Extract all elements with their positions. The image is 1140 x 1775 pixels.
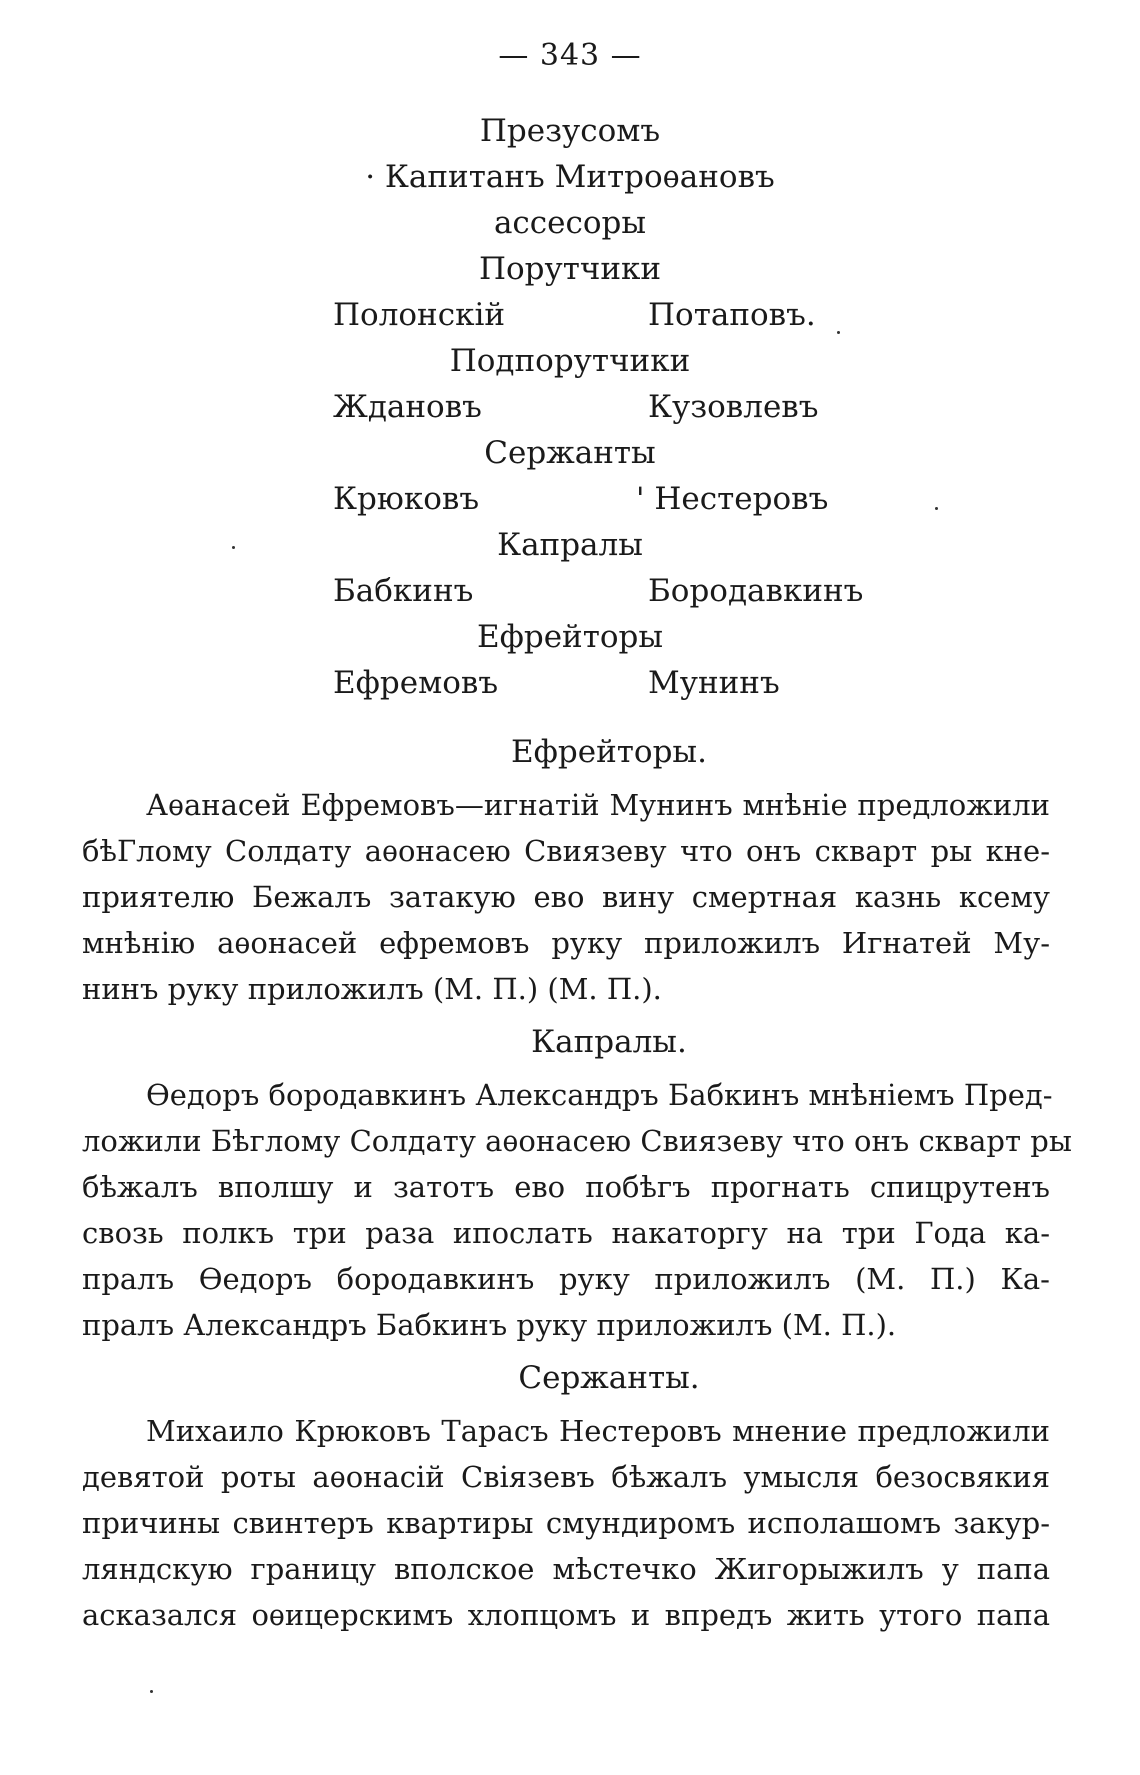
paragraph-line: асказался оѳицерскимъ хлопцомъ и впредъ жить утого папа <box>82 1598 1050 1632</box>
paragraph-line: пралъ Александръ Бабкинъ руку приложилъ (М. П.). <box>82 1308 897 1342</box>
paragraph-line: Ѳедоръ бородавкинъ Александръ Бабкинъ мнѣніемъ Пред- <box>146 1078 1053 1112</box>
roster-name-captain: · Капитанъ Митроѳановъ <box>365 159 775 195</box>
roster-name-right: ' Нестеровъ <box>636 481 829 517</box>
opinion-paragraph <box>82 1072 1072 1348</box>
roster-name-left: Крюковъ <box>333 481 480 517</box>
roster-name-left: Ефремовъ <box>333 665 499 701</box>
roster-heading-assessors: ассесоры <box>493 205 647 241</box>
paragraph-line: причины свинтеръ квартиры смундиромъ исполашомъ закур- <box>82 1506 1050 1540</box>
roster-name-left: Бабкинъ <box>333 573 474 609</box>
opinions-body <box>82 728 1072 1644</box>
page-number: — 343 — <box>498 38 642 73</box>
paragraph-line: бѣжалъ вполшу и затотъ ево побѣгъ прогнать спицрутенъ <box>82 1170 1050 1204</box>
roster-name-right: Потаповъ. <box>648 297 816 333</box>
print-speck <box>232 546 235 549</box>
roster-pair-sublieutenants <box>0 384 1140 430</box>
paragraph-line: девятой роты аѳонасій Свіязевъ бѣжалъ умысля безосвякия <box>82 1460 1050 1494</box>
roster-pair-lance-corporals <box>0 660 1140 706</box>
paragraph-line: приятелю Бежалъ затакую ево вину смертная казнь ксему <box>82 880 1050 914</box>
roster-heading-sergeants: Сержанты <box>484 435 656 471</box>
section-heading: Ефрейторы. <box>511 734 707 770</box>
roster-heading-lieutenants: Порутчики <box>478 251 662 287</box>
roster-name-left: Полонскій <box>333 297 506 333</box>
court-roster <box>0 108 1140 706</box>
paragraph-line: свозь полкъ три раза ипослать накаторгу на три Года ка- <box>82 1216 1050 1250</box>
roster-heading-lance-corporals: Ефрейторы <box>476 619 664 655</box>
paragraph-line: ложили Бѣглому Солдату аѳонасею Свиязеву что онъ скварт ры <box>82 1124 1072 1158</box>
paragraph-line: пралъ Ѳедоръ бородавкинъ руку приложилъ (М. П.) Ка- <box>82 1262 1050 1296</box>
paragraph-line: Аѳанасей Ефремовъ—игнатій Мунинъ мнѣніе предложили <box>146 788 1050 822</box>
roster-name-right: Кузовлевъ <box>648 389 819 425</box>
roster-name-left: Ждановъ <box>333 389 482 425</box>
paragraph-line: Михаило Крюковъ Тарасъ Нестеровъ мнение предложили <box>146 1414 1050 1448</box>
opinion-paragraph <box>82 1408 1050 1638</box>
paragraph-line: нинъ руку приложилъ (М. П.) (М. П.). <box>82 972 662 1006</box>
roster-name-right: Бородавкинъ <box>648 573 864 609</box>
section-heading: Сержанты. <box>518 1360 700 1396</box>
roster-name-right: Мунинъ <box>648 665 780 701</box>
roster-pair-corporals <box>0 568 1140 614</box>
roster-heading-sublieutenants: Подпорутчики <box>449 343 691 379</box>
roster-pair-sergeants <box>0 476 1140 522</box>
paragraph-line: ляндскую границу вполское мѣстечко Жигорыжилъ у папа <box>82 1552 1050 1586</box>
print-speck <box>150 1690 153 1693</box>
print-speck <box>837 331 840 334</box>
roster-pair-lieutenants <box>0 292 1140 338</box>
opinion-paragraph <box>82 782 1050 1012</box>
roster-heading-presidium: Презусомъ <box>479 113 661 149</box>
roster-heading-corporals: Капралы <box>497 527 643 563</box>
paragraph-line: мнѣнію аѳонасей ефремовъ руку приложилъ Игнатей Му- <box>82 926 1050 960</box>
print-speck <box>935 507 938 510</box>
paragraph-line: бѣГлому Солдату аѳонасею Свиязеву что онъ скварт ры кне- <box>82 834 1050 868</box>
section-heading: Капралы. <box>531 1024 687 1060</box>
